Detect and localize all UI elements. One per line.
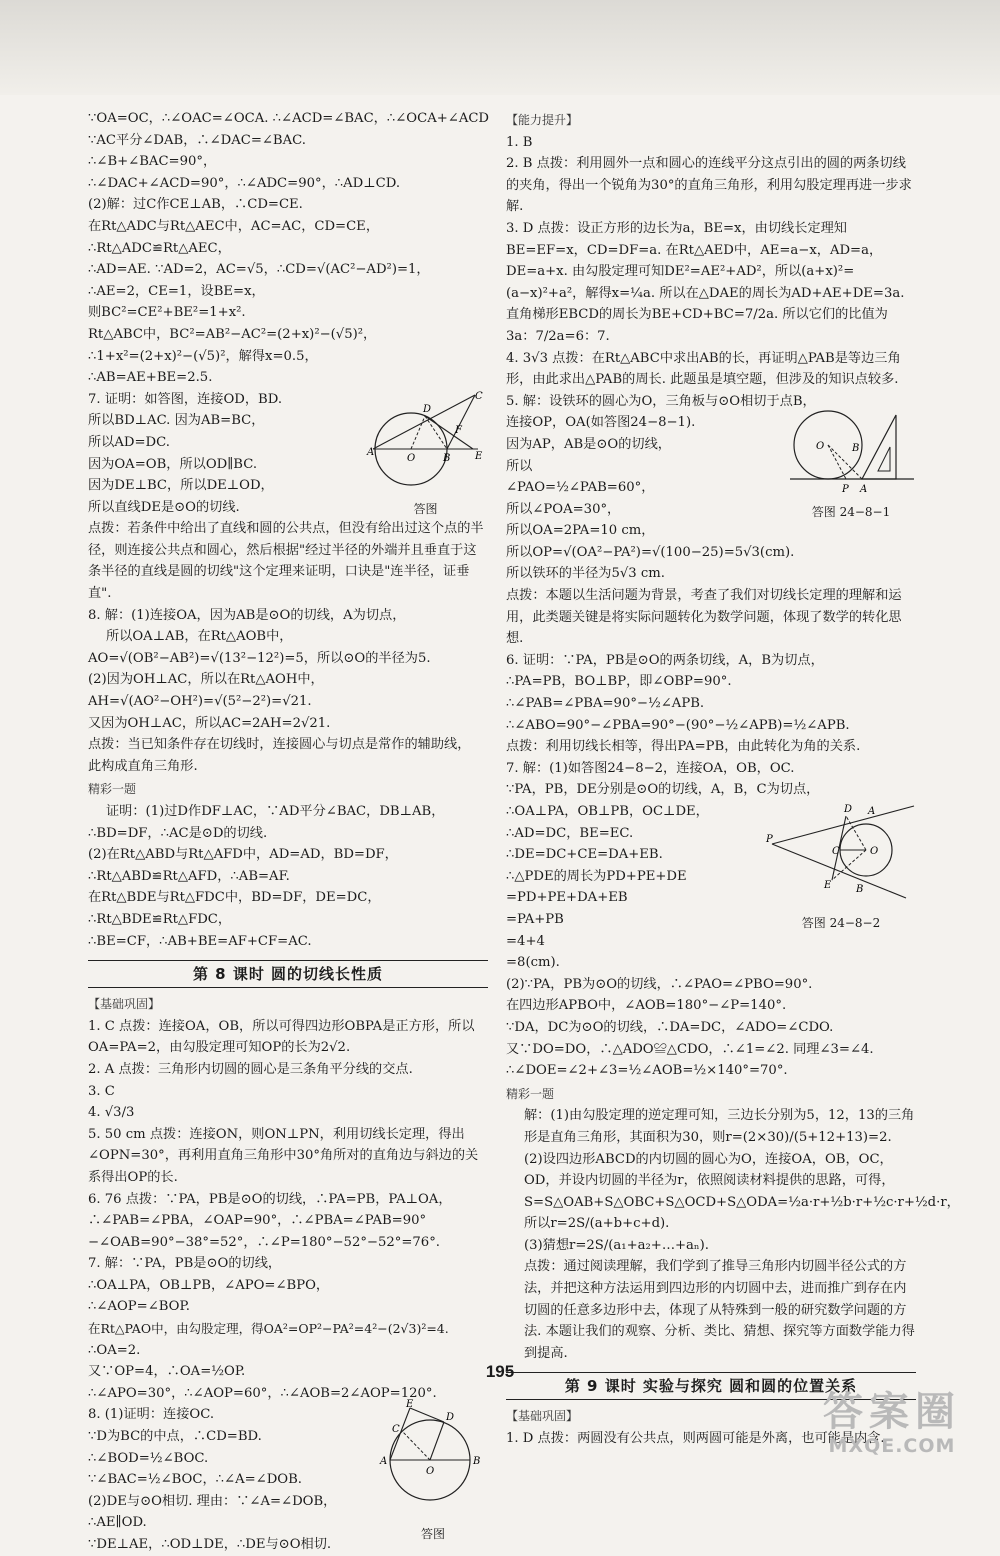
answer-item: 1. D 点拨：两圆没有公共点，则两圆可能是外离，也可能是内含. (506, 1431, 885, 1447)
section-label: 【基础巩固】 (88, 997, 161, 1012)
circle-chord-diagram (378, 1398, 488, 1518)
text-line: 证明：(1)过D作DF⊥AC，∵AD平分∠BAC，DB⊥AB， (106, 804, 445, 819)
answer-item: 3. C (88, 1083, 115, 1099)
text-line: 所以OA⊥AB，在Rt△AOB中， (106, 629, 293, 645)
text-line: 又∵DO=DO，∴△ADO≌△CDO，∴∠1=∠2. 同理∠3=∠4. (506, 1041, 874, 1057)
text-line: 所以AD=DC. (88, 434, 170, 450)
svg-text:A: A (380, 1456, 388, 1468)
watermark-url: MXQE.COM (828, 1435, 956, 1457)
text-line: ∴∠BOD=½∠BOC. (88, 1450, 209, 1466)
svg-text:B: B (443, 452, 451, 464)
tangent-triangle-diagram (766, 798, 916, 908)
text-line: 5. 解：设铁环的圆心为O，三角板与⊙O相切于点B， (506, 393, 816, 409)
text-line: 所以BD⊥AC. 因为AB=BC， (88, 413, 265, 429)
text-line: 所以∠POA=30°， (506, 501, 621, 517)
text-line: 6. 证明：∵PA，PB是⊙O的两条切线，A，B为切点， (506, 652, 824, 668)
text-line: ∴OA=2. (88, 1342, 141, 1358)
watermark (802, 1389, 982, 1457)
text-line: ∴∠PAB=∠PBA=90°−½∠APB. (506, 696, 705, 712)
text-line: 则BC²=CE²+BE²=1+x². (88, 305, 246, 321)
watermark-logo: 答案圈 (823, 1389, 961, 1435)
text-line: ∴∠DAC+∠ACD=90°，∴∠ADC=90°，∴AD⊥CD. (88, 175, 401, 191)
text-line: 连接OP，OA(如答图24−8−1). (506, 415, 696, 431)
text-line: (2)在Rt△ABD与Rt△AFD中，AD=AD，BD=DF， (88, 847, 398, 863)
text-line: ∴Rt△BDE≌Rt△FDC， (88, 911, 232, 927)
text-line: ∴Rt△ADC≌Rt△AEC， (88, 240, 231, 256)
figure-caption: 答图 (420, 1527, 445, 1542)
answer-item: 4. 3√3 点拨：在Rt△ABC中求出AB的长，再证明△PAB是等边三角形，由此求出△PAB的周长. 此题虽是填空题，但涉及的知识点较多. (506, 350, 901, 388)
text-line: 所以 (506, 458, 533, 474)
q7-figure (363, 389, 488, 518)
answer-item: 1. B (506, 134, 533, 150)
text-line: ∴DE=DC+CE=DA+EB. (506, 847, 663, 863)
iron-ring-triangle-diagram (786, 397, 916, 497)
svg-text:E: E (406, 1399, 414, 1411)
text-line: 又因为OH⊥AC，所以AC=2AH=2√21. (88, 715, 331, 731)
jingcai-block (88, 801, 488, 952)
text-line: ∴Rt△ABD≌Rt△AFD，∴AB=AF. (88, 868, 290, 884)
text-line: 8. (1)证明：连接OC. (88, 1407, 215, 1423)
text-line: (2)因为OH⊥AC，所以在Rt△AOH中， (88, 672, 324, 688)
answer-item: 6. 76 点拨：∵PA，PB是⊙O的切线，∴PA=PB，PA⊥OA，∴∠PAB=∠PBA，∠OAP=90°，∴∠PBA=∠PAB=90°−∠OAB=90°−38°=52°，∴∠P=180°−52°−52°=76°. (88, 1191, 452, 1250)
text-line: ∵D为BC的中点，∴CD=BD. (88, 1429, 262, 1445)
answer-item: 5. 50 cm 点拨：连接ON，则ON⊥PN，利用切线长定理，得出∠OPN=30°，再利用直角三角形中30°角所对的直角边与斜边的关系得出OP的长. (88, 1126, 479, 1185)
text-line: ∴AE=2，CE=1，设BE=x， (88, 283, 265, 299)
text-line: ∴BE=CF，∴AB+BE=AF+CF=AC. (88, 933, 312, 949)
text-line: ∴△PDE的周长为PD+PE+DE (506, 868, 687, 884)
svg-text:A: A (868, 805, 876, 817)
answer-item: 3. D 点拨：设正方形的边长为a，BE=x，由切线长定理知BE=EF=x，CD=DF=a. 在Rt△AED中，AE=a−x，AD=a，DE=a+x. 由勾股定理可知DE²=AE²+AD²，所以(a+x)²=(a−x)²+a²，解得x=¼a. 所以在△DAE的周长为AD+AE+DE=3a. 直角梯形EBCD的周长为BE+CD+BC=7/2a. 所以它们的比值为3a：7/2a=6：7. (506, 220, 905, 344)
text-line: 因为DE⊥BC，所以DE⊥OD， (88, 478, 274, 494)
text-line: ∠PAO=½∠PAB=60°， (506, 480, 655, 496)
q6-block (506, 650, 916, 758)
q8b-block (88, 1399, 488, 1555)
svg-text:C: C (392, 1424, 400, 1436)
text-line: 在Rt△PAO中，由勾股定理，得OA²=OP²−PA²=4²−(2√3)²=4. (88, 1321, 449, 1337)
text-line: ∵DA，DC为⊙O的切线，∴DA=DC，∠ADO=∠CDO. (506, 1019, 834, 1035)
page-scan-shadow (0, 0, 1000, 95)
text-line: 点拨：当已知条件存在切线时，连接圆心与切点是常作的辅助线， (88, 737, 471, 753)
left-column (88, 108, 488, 1556)
svg-text:C: C (475, 390, 483, 402)
fig-24-8-2 (766, 798, 916, 932)
svg-text:B: B (473, 1456, 481, 1468)
svg-text:O: O (407, 452, 416, 464)
answer-item: 1. C 点拨：连接OA，OB，所以可得四边形OBPA是正方形，所以OA=PA=2，由勾股定理可知OP的长为2√2. (88, 1018, 475, 1056)
text-line: 因为OA=OB，所以OD∥BC. (88, 456, 258, 472)
svg-text:A: A (860, 483, 868, 495)
svg-text:B: B (856, 883, 864, 895)
text-line: =PD+PE+DA+EB (506, 890, 628, 906)
svg-text:E: E (475, 450, 483, 462)
figure-caption: 答图 24−8−1 (811, 505, 891, 520)
text-line: ∴PA=PB，BO⊥BP，即∠OBP=90°. (506, 674, 732, 690)
svg-text:C: C (832, 845, 840, 857)
text-paragraph: 解：(1)由勾股定理的逆定理可知，三边长分别为5，12，13的三角形是直角三角形，其面积为30，则r=(2×30)/(5+12+13)=2. (524, 1108, 915, 1145)
text-line: 因为AP，AB是⊙O的切线， (506, 436, 671, 452)
text-line: 在Rt△ADC与Rt△AEC中，AC=AC，CD=CE， (88, 218, 380, 234)
text-paragraph: (3)猜想r=2S/(a₁+a₂+…+aₙ). (524, 1237, 709, 1253)
text-line: ∴AD=AE. ∵AD=2，AC=√5，∴CD=√(AC²−AD²)=1， (88, 262, 430, 278)
text-line: 所以OP=√(OA²−PA²)=√(100−25)=5√3(cm). (506, 544, 795, 560)
text-line: ∴AB=AE+BE=2.5. (88, 370, 213, 386)
text-line: ∵OA=OC，∴∠OAC=∠OCA. ∴∠ACD=∠BAC，∴∠OCA+∠ACD (88, 111, 490, 126)
answer-item: 2. A 点拨：三角形内切圆的圆心是三条角平分线的交点. (88, 1061, 413, 1077)
hint-paragraph: 点拨：若条件中给出了直线和圆的公共点，但没有给出过这个点的半径，则连接公共点和圆心，然后根据"经过半径的外端并且垂直于这条半径的直线是圆的切线"这个定理来证明，口诀是"连半径，证垂直". (88, 521, 484, 602)
text-line: ∵AC平分∠DAB，∴∠DAC=∠BAC. (88, 132, 306, 148)
svg-text:O: O (426, 1466, 435, 1478)
svg-text:E: E (824, 879, 832, 891)
text-line: ∴AD=DC，BE=EC. (506, 825, 634, 841)
text-line: 在四边形APBO中，∠AOB=180°−∠P=140°. (506, 998, 787, 1014)
text-line: =4+4 (506, 933, 545, 949)
text-line: AH=√(AO²−OH²)=√(5²−2²)=√21. (88, 694, 312, 710)
text-line: ∴AE∥OD. (88, 1515, 147, 1531)
fig-24-8-1 (786, 397, 916, 521)
text-line: ∴1+x²=(2+x)²−(√5)²，解得x=0.5， (88, 348, 318, 364)
hint-paragraph: 点拨：本题以生活问题为背景，考查了我们对切线长定理的理解和运用，此类题关键是将实际问题转化为数学问题，体现了数学的转化思想. (506, 588, 902, 647)
svg-text:O: O (870, 845, 879, 857)
text-line: ∴∠AOP=∠BOP. (88, 1299, 190, 1315)
q8-block (88, 605, 488, 778)
svg-text:O: O (816, 440, 825, 452)
lesson-9-title: 第 9 课时 实验与探究 圆和圆的位置关系 (506, 1372, 916, 1400)
text-line: ∵∠BAC=½∠BOC，∴∠A=∠DOB. (88, 1472, 302, 1488)
svg-text:D: D (423, 403, 432, 415)
q7-block (88, 389, 488, 519)
text-line: ∴∠DOE=∠2+∠3=½∠AOB=½×140°=70°. (506, 1063, 788, 1079)
section-label: 精彩一题 (88, 782, 137, 797)
text-line: 所以铁环的半径为5√3 cm. (506, 566, 665, 582)
text-line: 所以直线DE是⊙O的切线. (88, 499, 240, 515)
section-label: 【能力提升】 (506, 113, 579, 127)
svg-text:B: B (852, 442, 860, 454)
section-label: 精彩一题 (506, 1086, 555, 1101)
svg-text:D: D (446, 1412, 455, 1424)
text-line: 所以OA=2PA=10 cm， (506, 523, 655, 539)
text-line: 7. 解：∵PA，PB是⊙O的切线， (88, 1256, 282, 1272)
text-line: ∴∠B+∠BAC=90°， (88, 154, 217, 170)
svg-text:D: D (844, 803, 853, 815)
text-line: 在Rt△BDE与Rt△FDC中，BD=DF，DE=DC， (88, 890, 381, 906)
figure-caption: 答图 (413, 502, 438, 517)
q8-figure (378, 1398, 488, 1542)
figure-caption: 答图 24−8−2 (801, 916, 881, 931)
text-paragraph: (2)设四边形ABCD的内切圆的圆心为O，连接OA，OB，OC，OD，并设内切圆的半径为r，依照阅读材料提供的思路，可得，S=S△OAB+S△OBC+S△OCD+S△ODA=½a·r+½b·r+½c·r+½d·r，所以r=2S/(a+b+c+d). (524, 1151, 960, 1232)
svg-text:P: P (766, 833, 773, 845)
text-line: 此构成直角三角形. (88, 758, 198, 774)
q5-block (506, 391, 916, 585)
text-line: ∴OA⊥PA，OB⊥PB，OC⊥DE， (506, 804, 709, 819)
answer-item: 2. B 点拨：利用圆外一点和圆心的连线平分这点引出的圆的两条切线的夹角，得出一个锐角为30°的直角三角形，利用勾股定理再进一步求解. (506, 156, 912, 215)
text-line: (2)∵PA，PB为⊙O的切线，∴∠PAO=∠PBO=90°. (506, 976, 813, 992)
text-line: =PA+PB (506, 911, 564, 927)
text-line: 8. 解：(1)连接OA，因为AB是⊙O的切线，A为切点， (88, 607, 406, 623)
svg-text:F: F (455, 424, 462, 436)
circle-tangent-diagram (363, 389, 488, 494)
text-line: ∴BD=DF，∴AC是⊙D的切线. (88, 825, 268, 841)
text-line: AO=√(OB²−AB²)=√(13²−12²)=5，所以⊙O的半径为5. (88, 650, 431, 666)
text-line: 7. 解：(1)如答图24−8−2，连接OA，OB，OC. (506, 760, 795, 776)
text-line: =8(cm). (506, 955, 560, 971)
lesson-8-title: 第 8 课时 圆的切线长性质 (88, 960, 488, 988)
text-line: ∴∠ABO=90°−∠PBA=90°−(90°−½∠APB)=½∠APB. (506, 717, 850, 733)
q6-continued (88, 108, 488, 389)
text-line: Rt△ABC中，BC²=AB²−AC²=(2+x)²−(√5)²， (88, 326, 377, 342)
lesson8-answers (88, 1016, 488, 1254)
text-line: 7. 证明：如答图，连接OD，BD. (88, 391, 283, 407)
text-line: ∵DE⊥AE，∴OD⊥DE，∴DE与⊙O相切. (88, 1537, 332, 1552)
text-line: (2)解：过C作CE⊥AB，∴CD=CE. (88, 197, 303, 213)
text-line: 又∵OP=4，∴OA=½OP. (88, 1364, 246, 1380)
text-line: ∴OA⊥PA，OB⊥PB，∠APO=∠BPO， (88, 1277, 330, 1293)
text-line: 点拨：利用切线长相等，得出PA=PB，由此转化为角的关系. (506, 739, 861, 755)
answer-item: 4. √3/3 (88, 1105, 135, 1121)
text-line: ∴∠APO=30°，∴∠AOP=60°，∴∠AOB=2∠AOP=120°. (88, 1385, 437, 1401)
section-label: 【基础巩固】 (506, 1409, 579, 1424)
text-line: (2)DE与⊙O相切. 理由：∵∠A=∠DOB， (88, 1493, 337, 1509)
hint-paragraph: 点拨：通过阅读理解，我们学到了推导三角形内切圆半径公式的方法，并把这种方法运用到四边形的内切圆中去，进而推广到存在内切圆的任意多边形中去，体现了从特殊到一般的研究数学问题的方法. 本题让我们的观察、分析、类比、猜想、探究等方面数学能力得到提高. (524, 1259, 915, 1361)
text-line: ∵PA，PB，DE分别是⊙O的切线，A，B，C为切点， (506, 782, 820, 798)
page-number: 195 (485, 1362, 515, 1381)
q7-block (506, 758, 916, 974)
svg-text:A: A (367, 446, 375, 458)
svg-text:P: P (842, 483, 849, 495)
